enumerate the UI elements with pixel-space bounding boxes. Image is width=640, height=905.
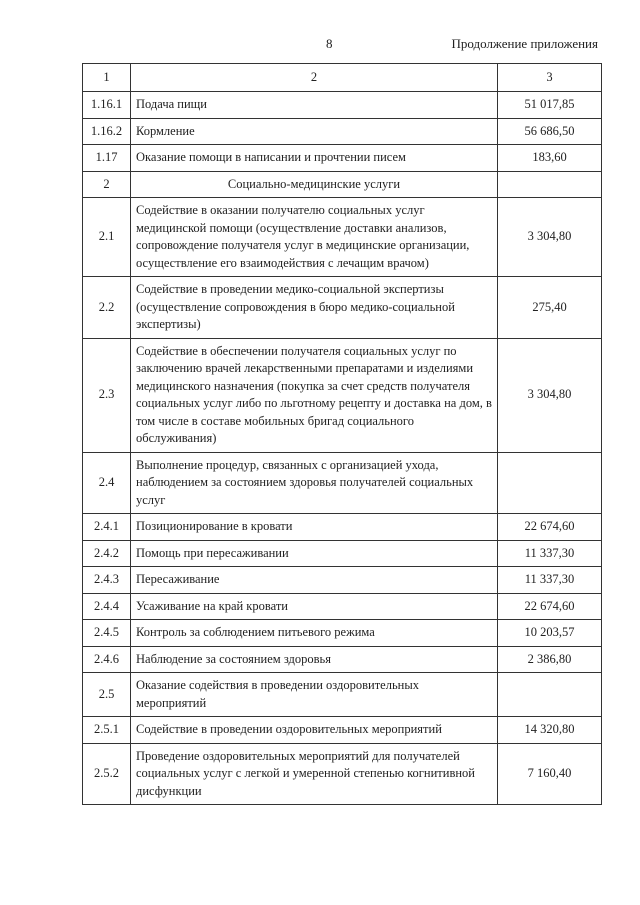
row-price: 3 304,80	[498, 338, 602, 452]
table-row	[83, 92, 602, 119]
row-number: 1.17	[83, 145, 131, 172]
row-number: 2.4.4	[83, 593, 131, 620]
row-number: 2.5.2	[83, 743, 131, 805]
row-description: Подача пищи	[131, 92, 498, 119]
row-price: 183,60	[498, 145, 602, 172]
row-number: 2.4.3	[83, 567, 131, 594]
row-price: 51 017,85	[498, 92, 602, 119]
table-row	[83, 540, 602, 567]
table-row	[83, 277, 602, 339]
row-price	[498, 171, 602, 198]
row-price: 3 304,80	[498, 198, 602, 277]
table-row	[83, 338, 602, 452]
row-number: 2.4	[83, 452, 131, 514]
table-row	[83, 717, 602, 744]
row-description: Проведение оздоровительных мероприятий для получателей социальных услуг с легкой и умеренной степенью когнитивной дисфункции	[131, 743, 498, 805]
row-description: Выполнение процедур, связанных с организацией ухода, наблюдением за состоянием здоровья получателей социальных услуг	[131, 452, 498, 514]
row-price: 11 337,30	[498, 540, 602, 567]
row-price	[498, 673, 602, 717]
row-description: Социально-медицинские услуги	[131, 171, 498, 198]
row-description: Оказание содействия в проведении оздоровительных мероприятий	[131, 673, 498, 717]
row-number: 2.5.1	[83, 717, 131, 744]
services-price-table	[82, 63, 602, 805]
row-description: Кормление	[131, 118, 498, 145]
row-number: 1.16.1	[83, 92, 131, 119]
table-row	[83, 514, 602, 541]
row-price: 14 320,80	[498, 717, 602, 744]
page-number: 8	[326, 36, 333, 51]
row-price	[498, 452, 602, 514]
row-number: 2.4.6	[83, 646, 131, 673]
table-row	[83, 673, 602, 717]
row-description: Пересаживание	[131, 567, 498, 594]
row-price: 22 674,60	[498, 593, 602, 620]
row-price: 275,40	[498, 277, 602, 339]
table-row	[83, 743, 602, 805]
table-row	[83, 452, 602, 514]
table-row	[83, 646, 602, 673]
row-description: Контроль за соблюдением питьевого режима	[131, 620, 498, 647]
table-row	[83, 145, 602, 172]
row-description: Содействие в обеспечении получателя социальных услуг по заключению врачей лекарственными препаратами и изделиями медицинского назначения (покупка за счет средств получателя социальных услуг либо по льготному рецепту и доставка на дом, в том числе в составе мобильных бригад социального обслуживания)	[131, 338, 498, 452]
row-number: 2.4.1	[83, 514, 131, 541]
row-price: 11 337,30	[498, 567, 602, 594]
row-number: 2.4.5	[83, 620, 131, 647]
row-description: Содействие в проведении оздоровительных мероприятий	[131, 717, 498, 744]
row-description: Наблюдение за состоянием здоровья	[131, 646, 498, 673]
table-header-row	[83, 64, 602, 92]
table-row	[83, 171, 602, 198]
column-header-price: 3	[498, 64, 602, 92]
row-description: Содействие в оказании получателю социальных услуг медицинской помощи (осуществление доставки анализов, сопровождение получателя услуг в медицинские организации, осуществление его взаимодействия с лечащим врачом)	[131, 198, 498, 277]
table-row	[83, 198, 602, 277]
row-price: 7 160,40	[498, 743, 602, 805]
row-price: 10 203,57	[498, 620, 602, 647]
row-price: 2 386,80	[498, 646, 602, 673]
table-row	[83, 567, 602, 594]
row-price: 22 674,60	[498, 514, 602, 541]
row-description: Усаживание на край кровати	[131, 593, 498, 620]
table-row	[83, 118, 602, 145]
column-header-number: 1	[83, 64, 131, 92]
table-row	[83, 620, 602, 647]
row-number: 2.5	[83, 673, 131, 717]
row-price: 56 686,50	[498, 118, 602, 145]
row-description: Содействие в проведении медико-социальной экспертизы (осуществление сопровождения в бюро медико-социальной экспертизы)	[131, 277, 498, 339]
table-row	[83, 593, 602, 620]
row-number: 2	[83, 171, 131, 198]
row-description: Помощь при пересаживании	[131, 540, 498, 567]
row-number: 2.4.2	[83, 540, 131, 567]
row-description: Оказание помощи в написании и прочтении писем	[131, 145, 498, 172]
row-number: 2.1	[83, 198, 131, 277]
row-number: 1.16.2	[83, 118, 131, 145]
row-number: 2.2	[83, 277, 131, 339]
column-header-description: 2	[131, 64, 498, 92]
page-header-note: Продолжение приложения	[451, 36, 598, 51]
row-description: Позиционирование в кровати	[131, 514, 498, 541]
row-number: 2.3	[83, 338, 131, 452]
